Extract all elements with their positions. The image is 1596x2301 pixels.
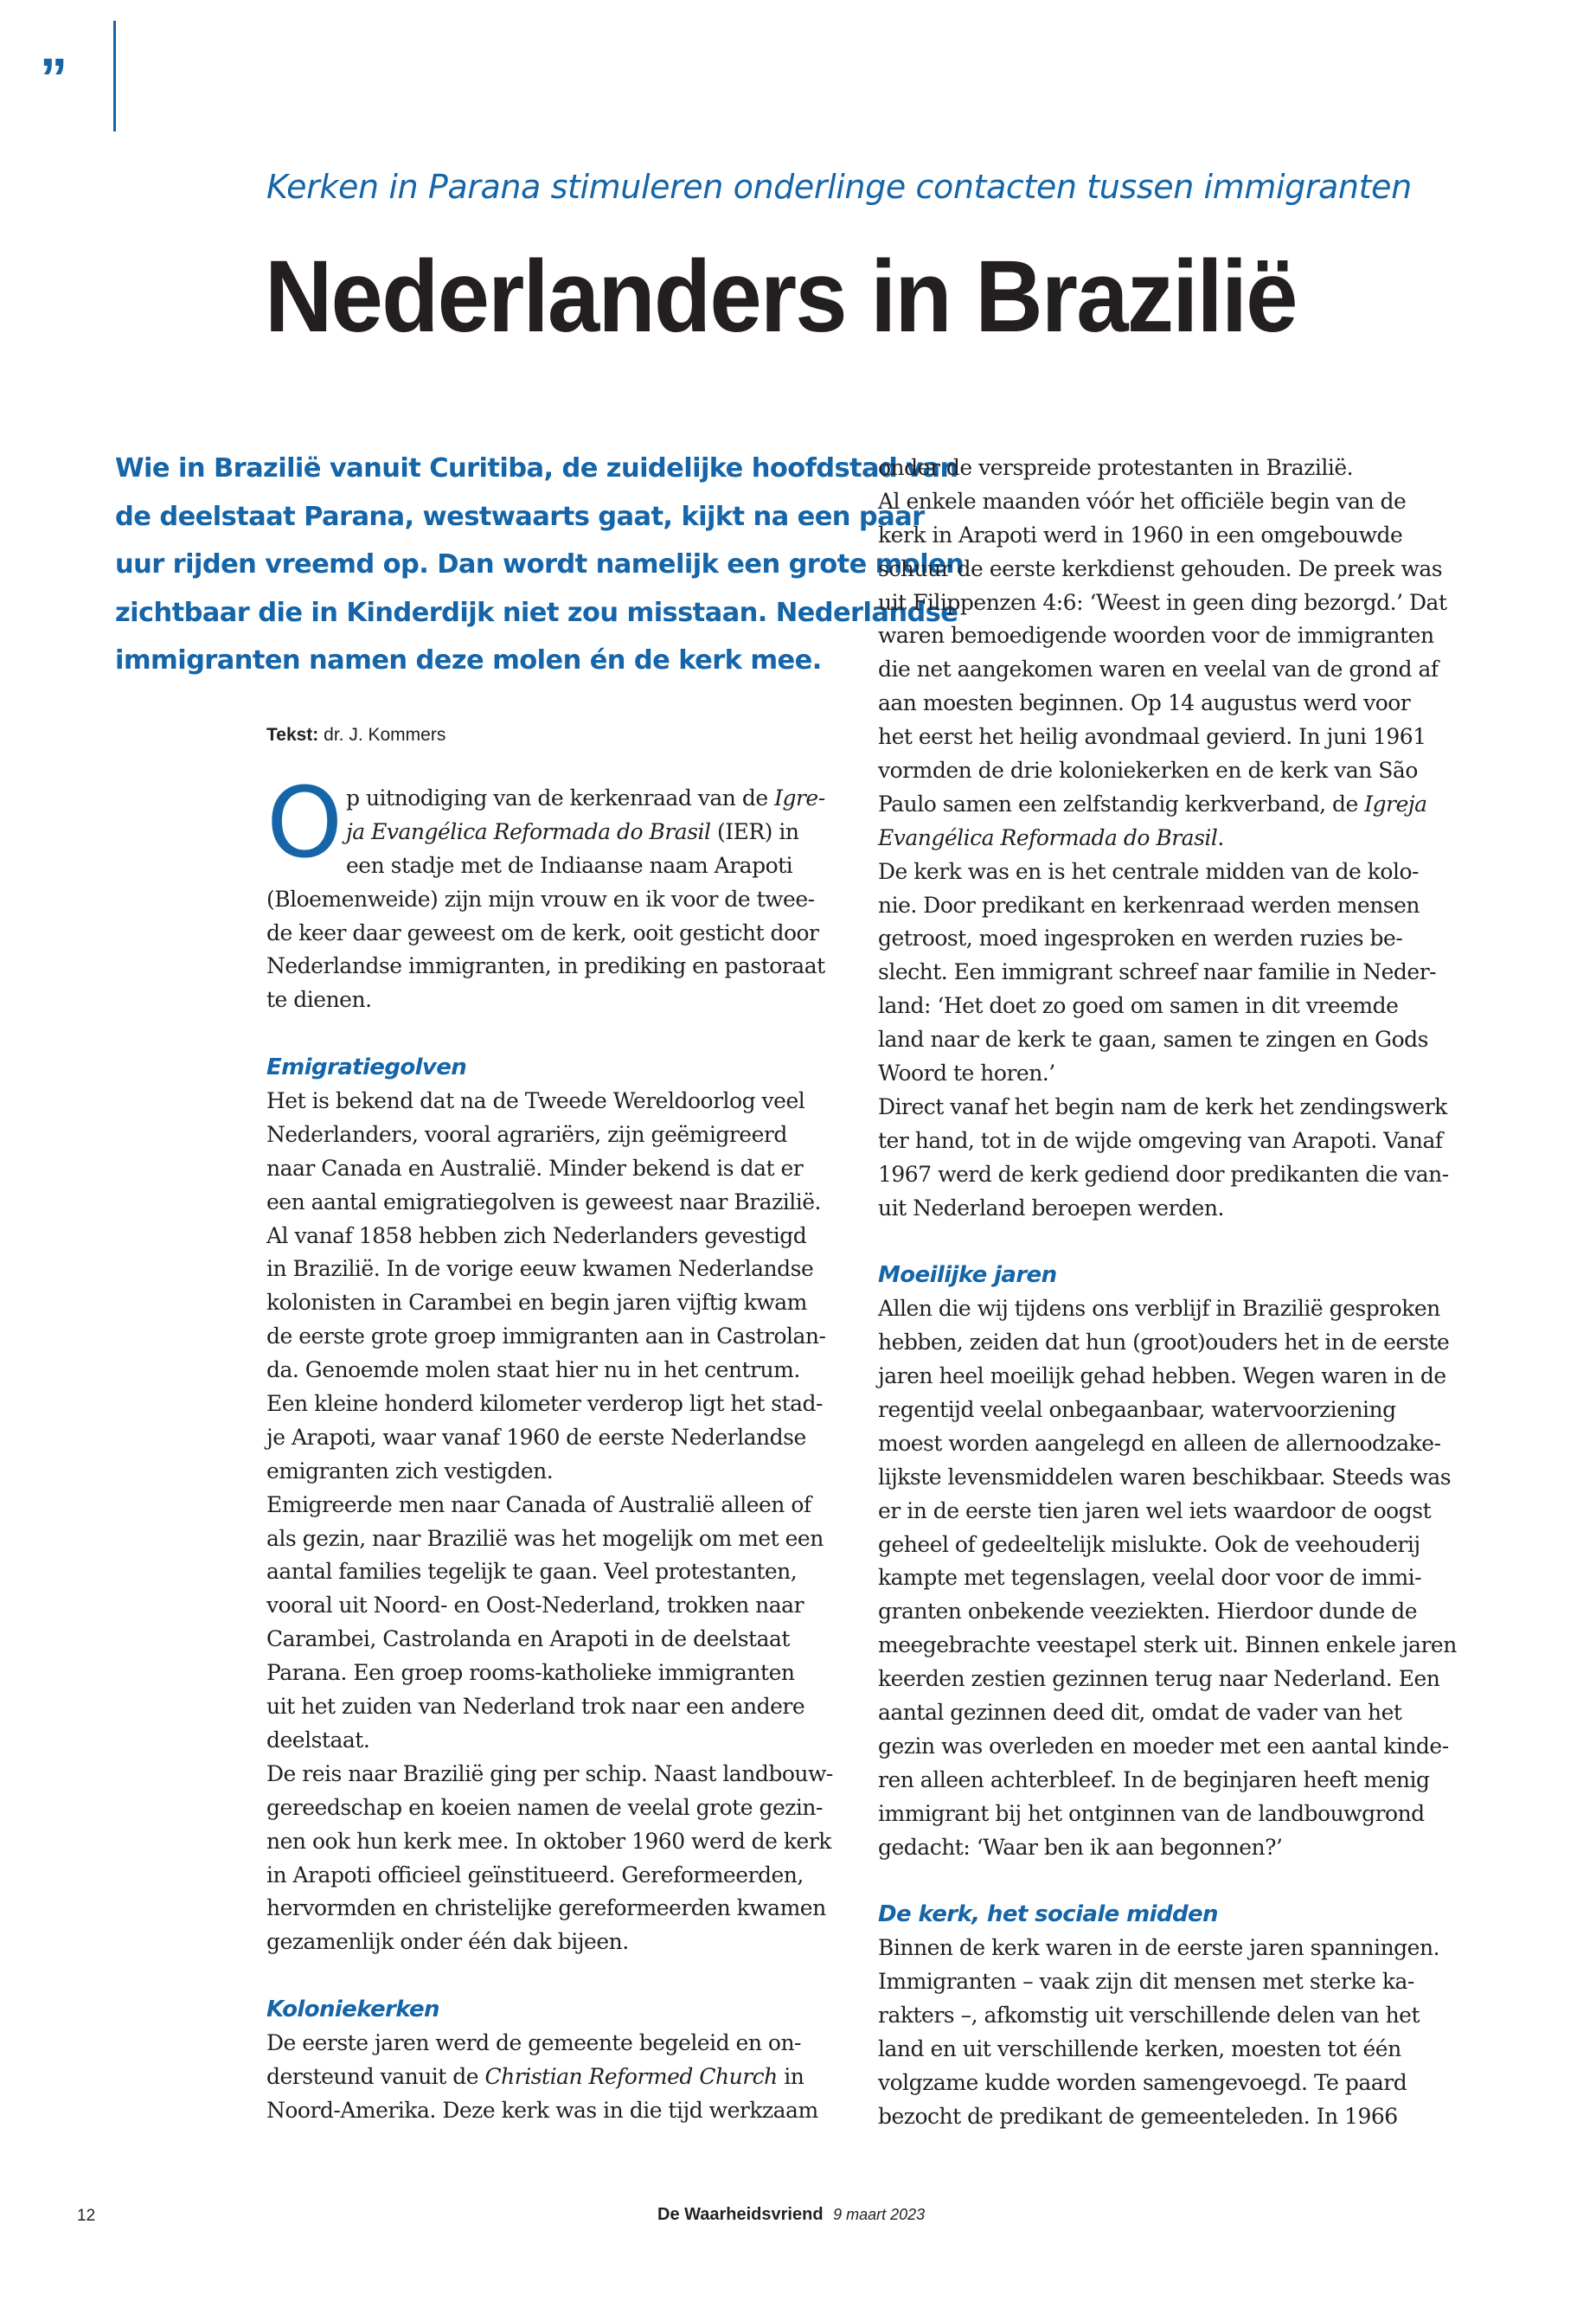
body-line: De kerk was en is het centrale midden van de kolo-	[878, 858, 1419, 884]
body-line: nen ook hun kerk mee. In oktober 1960 werd de kerk	[266, 1828, 831, 1854]
body-line: De eerste jaren werd de gemeente begeleid en on-	[266, 2029, 801, 2055]
body-line: 1967 werd de kerk gediend door predikanten die van-	[878, 1161, 1449, 1187]
body-line: in Arapoti officieel geïnstitueerd. Gereformeerden,	[266, 1862, 804, 1888]
body-line: hebben, zeiden dat hun (groot)ouders het in de eerste	[878, 1330, 1450, 1356]
body-line: schuur de eerste kerkdienst gehouden. De preek was	[878, 555, 1443, 581]
lead-line: Wie in Brazilië vanuit Curitiba, de zuidelijke hoofdstad van	[115, 453, 958, 484]
issue-date: 9 maart 2023	[833, 2206, 926, 2223]
body-line: dersteund vanuit de Christian Reformed Church in	[266, 2063, 804, 2089]
article-title: Nederlanders in Brazilië	[265, 240, 1297, 354]
body-line: Het is bekend dat na de Tweede Wereldoorlog veel	[266, 1088, 805, 1114]
body-line: de keer daar geweest om de kerk, ooit gesticht door	[266, 920, 819, 945]
lead-line: zichtbaar die in Kinderdijk niet zou misstaan. Nederlandse	[115, 597, 958, 628]
body-line: aan moesten beginnen. Op 14 augustus werd voor	[878, 690, 1411, 716]
paragraph-gap	[878, 1225, 1484, 1259]
body-line: gedacht: ‘Waar ben ik aan begonnen?’	[878, 1834, 1283, 1860]
body-line: uit Filippenzen 4:6: ‘Weest in geen ding bezorgd.’ Dat	[878, 589, 1447, 615]
body-line: ja Evangélica Reformada do Brasil (IER) in	[346, 818, 799, 844]
body-line: moest worden aangelegd en alleen de allernoodzake-	[878, 1430, 1441, 1456]
body-line: gereedschap en koeien namen de veelal grote gezin-	[266, 1794, 823, 1820]
body-line: Immigranten – vaak zijn dit mensen met sterke ka-	[878, 1969, 1414, 1995]
body-line: volgzame kudde worden samengevoegd. Te paard	[878, 2069, 1407, 2095]
section-heading: Moeilijke jaren	[878, 1262, 1057, 1289]
body-line: bezocht de predikant de gemeenteleden. In 1966	[878, 2103, 1398, 2129]
body-line: een stadje met de Indiaanse naam Arapoti	[346, 852, 793, 878]
body-line: Paulo samen een zelfstandig kerkverband, de Igreja	[878, 791, 1427, 817]
paragraph-gap	[266, 1959, 872, 1993]
paragraph-gap	[878, 1864, 1484, 1898]
body-line: emigranten zich vestigden.	[266, 1458, 554, 1484]
footer-publication	[657, 2205, 925, 2225]
body-line: De reis naar Brazilië ging per schip. Naast landbouw-	[266, 1760, 833, 1786]
body-line: Een kleine honderd kilometer verderop ligt het stad-	[266, 1391, 823, 1417]
lead-line: de deelstaat Parana, westwaarts gaat, kijkt na een paar	[115, 501, 925, 532]
body-line: kerk in Arapoti werd in 1960 in een omgebouwde	[878, 522, 1403, 548]
body-line: geheel of gedeeltelijk mislukte. Ook de veehouderij	[878, 1531, 1420, 1557]
body-line: Direct vanaf het begin nam de kerk het zendingswerk	[878, 1093, 1447, 1119]
dropcap: O	[266, 767, 343, 880]
body-line: in Brazilië. In de vorige eeuw kwamen Nederlandse	[266, 1256, 814, 1282]
body-line: Evangélica Reformada do Brasil.	[878, 824, 1224, 850]
body-line: ter hand, tot in de wijde omgeving van Arapoti. Vanaf	[878, 1127, 1443, 1153]
left-column	[266, 782, 872, 2128]
body-line: het eerst het heilig avondmaal gevierd. In juni 1961	[878, 724, 1426, 750]
body-line: nie. Door predikant en kerkenraad werden mensen	[878, 892, 1420, 918]
body-line: uit het zuiden van Nederland trok naar een andere	[266, 1694, 805, 1720]
body-line: Nederlandse immigranten, in prediking en pastoraat	[266, 953, 825, 979]
body-line: granten onbekende veeziekten. Hierdoor dunde de	[878, 1599, 1418, 1625]
body-line: (Bloemenweide) zijn mijn vrouw en ik voor de twee-	[266, 886, 815, 912]
body-line: aantal families tegelijk te gaan. Veel protestanten,	[266, 1559, 798, 1585]
emphasis: Igreja	[1364, 791, 1427, 817]
body-line: rakters –, afkomstig uit verschillende delen van het	[878, 2002, 1420, 2028]
magazine-name: De Waarheidsvriend	[657, 2205, 824, 2224]
body-line: een aantal emigratiegolven is geweest naar Brazilië.	[266, 1189, 821, 1215]
body-line: getroost, moed ingesproken en werden ruzies be-	[878, 926, 1403, 952]
body-line: slecht. Een immigrant schreef naar familie in Neder-	[878, 959, 1437, 985]
lead-line: uur rijden vreemd op. Dan wordt namelijk een grote molen	[115, 549, 965, 580]
body-line: deelstaat.	[266, 1727, 370, 1753]
body-line: p uitnodiging van de kerkenraad van de Igre-	[346, 785, 825, 811]
emphasis: Igre-	[774, 785, 825, 811]
kicker: Kerken in Parana stimuleren onderlinge contacten tussen immigranten	[266, 168, 1412, 206]
body-line: onder de verspreide protestanten in Brazilië.	[878, 455, 1354, 480]
body-line: Nederlanders, vooral agrariërs, zijn geëmigreerd	[266, 1121, 787, 1147]
body-line: Carambei, Castrolanda en Arapoti in de deelstaat	[266, 1626, 790, 1652]
body-line: kolonisten in Carambei en begin jaren vijftig kwam	[266, 1290, 807, 1316]
body-line: vooral uit Noord- en Oost-Nederland, trokken naar	[266, 1593, 804, 1618]
body-line: te dienen.	[266, 987, 372, 1013]
body-line: da. Genoemde molen staat hier nu in het centrum.	[266, 1357, 800, 1383]
body-line: jaren heel moeilijk gehad hebben. Wegen waren in de	[878, 1363, 1446, 1389]
body-line: Noord-Amerika. Deze kerk was in die tijd werkzaam	[266, 2097, 818, 2123]
body-line: keerden zestien gezinnen terug naar Nederland. Een	[878, 1666, 1440, 1692]
body-line: er in de eerste tien jaren wel iets waardoor de oogst	[878, 1497, 1432, 1523]
body-line: gezin was overleden en moeder met een aantal kinde-	[878, 1733, 1449, 1759]
body-line: lijkste levensmiddelen waren beschikbaar. Steeds was	[878, 1464, 1452, 1490]
section-heading: Emigratiegolven	[266, 1054, 467, 1081]
body-line: waren bemoedigende woorden voor de immigranten	[878, 623, 1434, 649]
body-line: als gezin, naar Brazilië was het mogelijk om met een	[266, 1525, 824, 1551]
body-line: Allen die wij tijdens ons verblijf in Brazilië gesproken	[878, 1296, 1440, 1322]
right-column	[878, 452, 1484, 2134]
body-line: gezamenlijk onder één dak bijeen.	[266, 1929, 629, 1955]
body-line: Al vanaf 1858 hebben zich Nederlanders gevestigd	[266, 1222, 807, 1248]
lead-paragraph	[115, 445, 965, 685]
emphasis: Christian Reformed Church	[484, 2063, 778, 2089]
byline	[266, 725, 445, 746]
body-line: je Arapoti, waar vanaf 1960 de eerste Nederlandse	[266, 1424, 806, 1450]
body-line: de eerste grote groep immigranten aan in Castrolan-	[266, 1324, 826, 1349]
body-line: immigrant bij het ontginnen van de landbouwgrond	[878, 1800, 1425, 1826]
body-line: land naar de kerk te gaan, samen te zingen en Gods	[878, 1027, 1428, 1053]
lead-line: immigranten namen deze molen én de kerk mee.	[115, 645, 822, 676]
body-line: naar Canada en Australië. Minder bekend is dat er	[266, 1155, 804, 1181]
emphasis: ja Evangélica Reformada do Brasil	[346, 818, 711, 844]
body-line: land: ‘Het doet zo goed om samen in dit vreemde	[878, 993, 1399, 1019]
body-line: Al enkele maanden vóór het officiële begin van de	[878, 488, 1407, 514]
vertical-rule	[113, 21, 116, 131]
body-line: ren alleen achterbleef. In de beginjaren heeft menig	[878, 1766, 1430, 1792]
body-line: uit Nederland beroepen werden.	[878, 1195, 1224, 1221]
body-line: Woord te horen.’	[878, 1061, 1055, 1086]
section-heading: De kerk, het sociale midden	[878, 1901, 1218, 1928]
body-line: Binnen de kerk waren in de eerste jaren spanningen.	[878, 1935, 1440, 1961]
body-line: Parana. Een groep rooms-katholieke immigranten	[266, 1660, 795, 1686]
body-line: meegebrachte veestapel sterk uit. Binnen enkele jaren	[878, 1632, 1457, 1658]
emphasis: Evangélica Reformada do Brasil	[878, 824, 1218, 850]
paragraph-gap	[266, 1017, 872, 1051]
body-line: regentijd veelal onbegaanbaar, watervoorziening	[878, 1396, 1396, 1422]
body-line: land en uit verschillende kerken, moesten tot één	[878, 2035, 1401, 2061]
body-line: Emigreerde men naar Canada of Australië alleen of	[266, 1491, 811, 1517]
page-number: 12	[77, 2207, 96, 2225]
byline-label: Tekst:	[266, 725, 319, 745]
byline-author: dr. J. Kommers	[324, 725, 446, 745]
body-line: kampte met tegenslagen, veelal door voor de immi-	[878, 1565, 1422, 1591]
body-line: aantal gezinnen deed dit, omdat de vader van het	[878, 1699, 1402, 1725]
quote-mark-icon: ”	[40, 47, 67, 109]
body-line: vormden de drie koloniekerken en de kerk van São	[878, 758, 1418, 784]
body-line: die net aangekomen waren en veelal van de grond af	[878, 657, 1439, 683]
body-line: hervormden en christelijke gereformeerden kwamen	[266, 1895, 826, 1921]
section-heading: Koloniekerken	[266, 1997, 439, 2023]
